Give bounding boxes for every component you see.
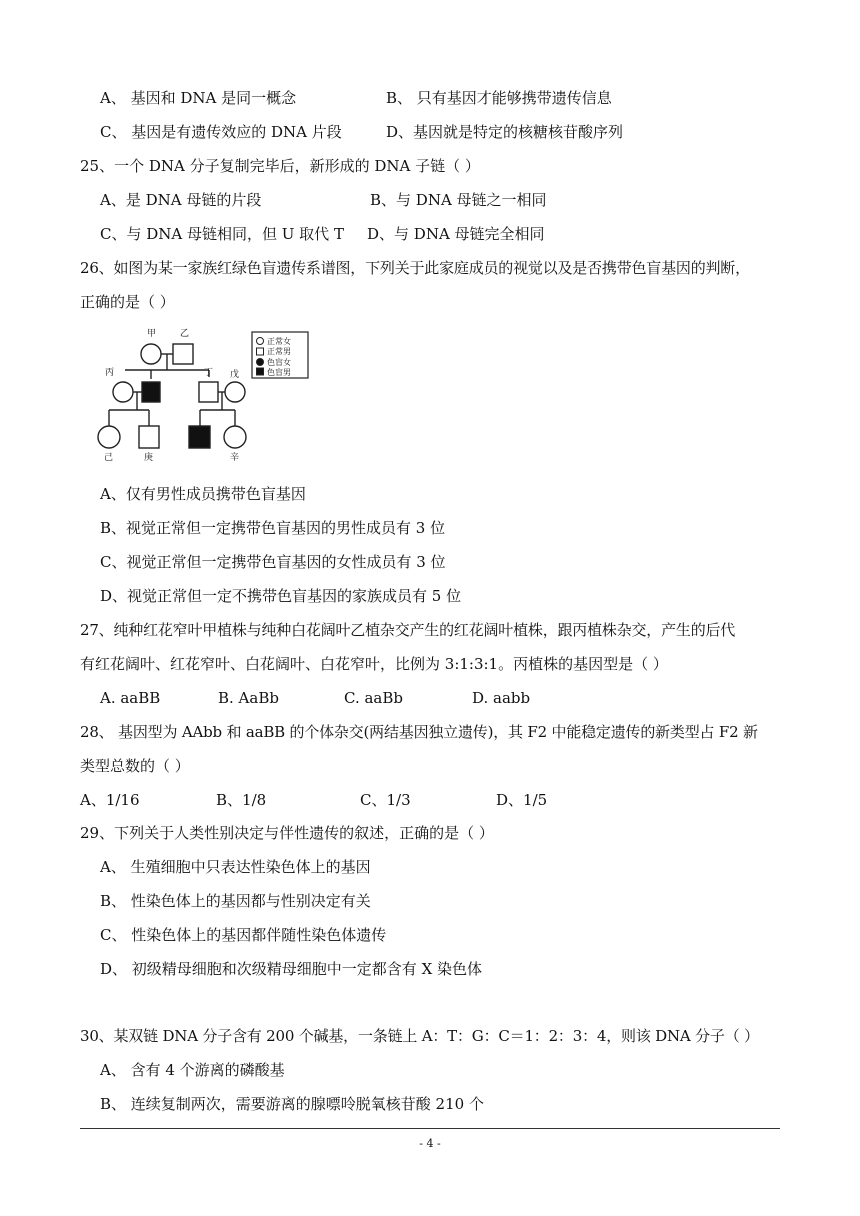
q29-option-c: C、 性染色体上的基因都伴随性染色体遗传 [100,926,387,944]
q28-option-d: D、1/5 [496,791,548,809]
q27-option-b: B. AaBb [218,689,279,707]
q26-stem-line1: 26、如图为某一家族红绿色盲遗传系谱图，下列关于此家庭成员的视觉以及是否携带色盲基因的判断， [80,259,750,277]
legend-normal-male-icon [257,348,264,355]
q30-option-b: B、 连续复制两次，需要游离的腺嘌呤脱氧核苷酸 210 个 [100,1095,484,1113]
pedigree-ding-normal-male [199,382,218,402]
pedigree-legend [252,332,308,378]
legend-normal-female-icon [257,338,264,345]
pedigree-wu-normal-female [225,382,245,402]
q30-stem: 30、某双链 DNA 分子含有 200 个碱基，一条链上 A：T：G：C＝1：2：3：4，则该 DNA 分子（ ） [80,1027,759,1045]
pedigree-label-bing: 丙 [105,368,115,378]
pedigree-chart [96,322,312,464]
q26-option-a: A、仅有男性成员携带色盲基因 [100,485,306,503]
legend-colorblind-male-label: 色盲男 [267,368,291,377]
pedigree-xin-normal-female [224,426,246,448]
q29-option-b: B、 性染色体上的基因都与性别决定有关 [100,892,371,910]
q26-option-b: B、视觉正常但一定携带色盲基因的男性成员有 3 位 [100,519,446,537]
legend-colorblind-male-icon [257,368,264,375]
pedigree-label-ji: 己 [104,453,114,463]
q25-option-c: C、与 DNA 母链相同，但 U 取代 T [100,225,344,243]
q25-stem: 25、一个 DNA 分子复制完毕后，新形成的 DNA 子链（ ） [80,157,480,175]
q28-stem-line2: 类型总数的（ ） [80,757,190,775]
legend-normal-male-label: 正常男 [267,347,291,356]
q26-option-d: D、视觉正常但一定不携带色盲基因的家族成员有 5 位 [100,587,462,605]
q28-stem-line1: 28、 基因型为 AAbb 和 aaBB 的个体杂交(两结基因独立遗传)，其 F2 中能稳定遗传的新类型占 F2 新 [80,723,758,741]
pedigree-label-ding: 丁 [204,368,214,378]
q28-option-b: B、1/8 [216,791,267,809]
pedigree-yi-normal-male [173,344,193,364]
q29-stem: 29、下列关于人类性别决定与伴性遗传的叙述，正确的是（ ） [80,824,494,842]
pedigree-label-geng: 庚 [144,453,154,463]
pedigree-label-jia: 甲 [147,329,157,339]
q27-stem-line2: 有红花阔叶、红花窄叶、白花阔叶、白花窄叶，比例为 3:1:3:1。丙植株的基因型是（ ） [80,655,668,673]
pedigree-label-wu: 戊 [230,370,240,380]
legend-normal-female-label: 正常女 [267,337,291,346]
q28-option-a: A、1/16 [80,791,140,809]
q28-option-c: C、1/3 [360,791,411,809]
pedigree-colorblind-male-ii [142,382,160,402]
pedigree-colorblind-male-iii [189,426,210,448]
page-number: - 4 - [419,1137,441,1150]
q26-stem-line2: 正确的是（ ） [80,293,175,311]
pedigree-label-xin: 辛 [230,453,240,463]
pedigree-svg [96,322,312,464]
q29-option-a: A、 生殖细胞中只表达性染色体上的基因 [100,858,371,876]
pedigree-bing-normal-female [113,382,133,402]
q24-option-b: B、 只有基因才能够携带遗传信息 [386,89,612,107]
q24-option-c: C、 基因是有遗传效应的 DNA 片段 [100,123,342,141]
q24-option-d: D、基因就是特定的核糖核苷酸序列 [386,123,624,141]
pedigree-jia-normal-female [141,344,161,364]
footer-rule [80,1128,780,1129]
q26-option-c: C、视觉正常但一定携带色盲基因的女性成员有 3 位 [100,553,446,571]
legend-colorblind-female-label: 色盲女 [267,358,291,367]
q24-option-a: A、 基因和 DNA 是同一概念 [100,89,297,107]
pedigree-geng-normal-male [139,426,159,448]
q25-option-a: A、是 DNA 母链的片段 [100,191,262,209]
q27-option-d: D. aabb [472,689,531,707]
pedigree-label-yi: 乙 [180,329,190,339]
pedigree-ji-normal-female [98,426,120,448]
q25-option-d: D、与 DNA 母链完全相同 [367,225,545,243]
q29-option-d: D、 初级精母细胞和次级精母细胞中一定都含有 X 染色体 [100,960,483,978]
q30-option-a: A、 含有 4 个游离的磷酸基 [100,1061,285,1079]
q27-stem-line1: 27、纯种红花窄叶甲植株与纯种白花阔叶乙植杂交产生的红花阔叶植株，跟丙植株杂交，产生的后代 [80,621,736,639]
q25-option-b: B、与 DNA 母链之一相同 [370,191,547,209]
q27-option-c: C. aaBb [344,689,403,707]
legend-colorblind-female-icon [257,359,264,366]
q27-option-a: A. aaBB [100,689,161,707]
